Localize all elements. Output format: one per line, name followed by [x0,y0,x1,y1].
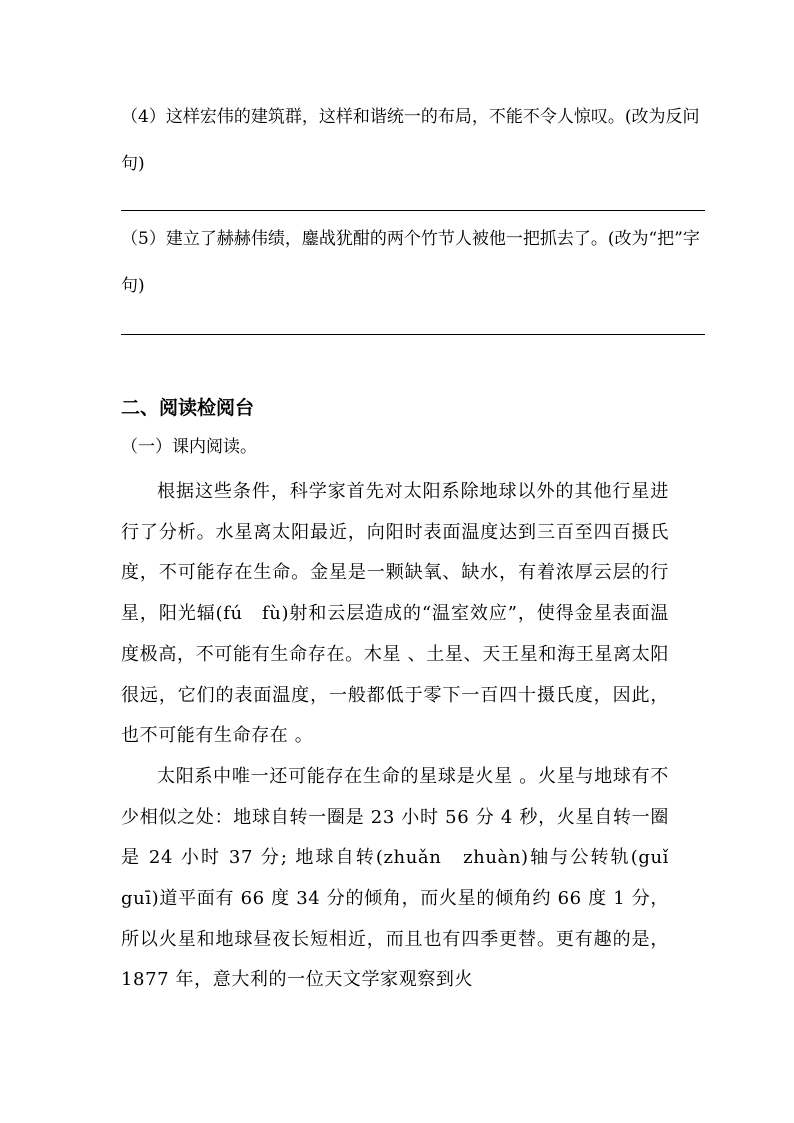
reading-passage [121,472,688,1001]
answer-line-4 [121,210,705,211]
answer-line-5 [121,334,705,335]
section-title: 二、阅读检阅台 [121,397,255,419]
passage-paragraph-2: 太阳系中唯一还可能存在生命的星球是火星 。火星与地球有不少相似之处：地球自转一圈是 23 小时 56 分 4 秒，火星自转一圈是 24 小时 37 分; 地球自转(zhuǎn zhuàn)轴与公转轨(guǐ guī)道平面有 66 度 34 分的倾角，而火星的倾角约 66 度 1 分，所以火星和地球昼夜长短相近，而且也有四季更替。更有趣的是，1877 年，意大利的一位天文学家观察到火 [121,765,688,991]
passage-paragraph-1: 根据这些条件，科学家首先对太阳系除地球以外的其他行星进行了分析。水星离太阳最近，向阳时表面温度达到三百至四百摄氏度，不可能存在生命。金星是一颗缺氧、缺水，有着浓厚云层的行星，阳光辐(fú fù)射和云层造成的“温室效应”，使得金星表面温度极高，不可能有生命存在。木星 、土星、天王星和海王星离太阳很远，它们的表面温度，一般都低于零下一百四十摄氏度，因此，也不可能有生命存在 。 [121,481,669,747]
question-4: （4）这样宏伟的建筑群，这样和谐统一的布局，不能不令人惊叹。(改为反问句) [121,107,700,174]
question-5: （5）建立了赫赫伟绩，鏖战犹酣的两个竹节人被他一把抓去了。(改为“把”字句) [121,229,700,296]
subsection-title: （一）课内阅读。 [121,437,257,457]
